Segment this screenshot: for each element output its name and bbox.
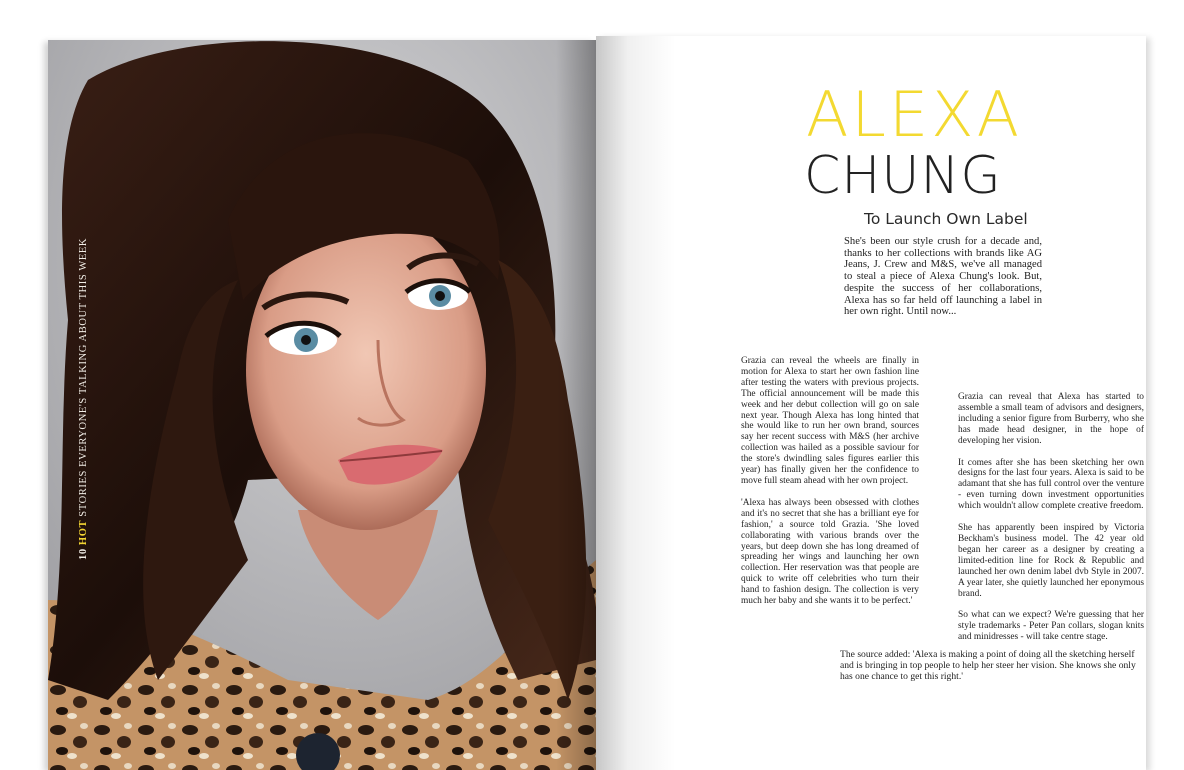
- vertical-caption-text: [78, 238, 89, 560]
- article-closing: The source added: 'Alexa is making a point of doing all the sketching herself and is bringing in top people to help her steer her vision. She knows she only has one chance to get this right.': [840, 649, 1136, 682]
- column2-paragraph: Grazia can reveal that Alexa has started to assemble a small team of advisors and designers, including a senior figure from Burberry, who she has made head designer, in the hope of developing her vision.: [958, 392, 1144, 446]
- caption-number: 10: [78, 548, 89, 560]
- column2-paragraph: She has apparently been inspired by Victoria Beckham's business model. The 42 year old began her career as a designer by creating a limited-edition line for Rock & Republic and launched her own denim label dvb Style in 2007. A year later, she quietly launched her eponymous brand.: [958, 523, 1144, 599]
- caption-rest: STORIES EVERYONE'S TALKING ABOUT THIS WEEK: [78, 237, 89, 517]
- article-column-2: [958, 392, 1144, 654]
- caption-hot: HOT: [78, 519, 89, 546]
- article-intro: She's been our style crush for a decade and, thanks to her collections with brands like AG Jeans, J. Crew and M&S, we've all managed to steal a piece of Alexa Chung's look. But, despite the success of her collaborations, Alexa has so far held off launching a label in her own right. Until now...: [844, 236, 1042, 318]
- right-gutter-shadow: [596, 36, 676, 770]
- headline-first-name: ALEXA: [806, 78, 1023, 151]
- right-page: [596, 36, 1146, 770]
- article-subhead: To Launch Own Label: [864, 210, 1028, 228]
- left-page: [48, 40, 596, 770]
- portrait-illustration: [48, 40, 596, 770]
- column2-paragraph: So what can we expect? We're guessing that her style trademarks - Peter Pan collars, slogan knits and minidresses - will take centre stage.: [958, 610, 1144, 643]
- portrait-photo: [48, 40, 596, 770]
- column2-paragraph: It comes after she has been sketching her own designs for the last four years. Alexa is said to be adamant that she has full control over the venture - even turning down investment opportunities which wouldn't allow complete creative freedom.: [958, 457, 1144, 512]
- article-column-1: [741, 356, 919, 618]
- column1-paragraph: Grazia can reveal the wheels are finally in motion for Alexa to start her own fashion line after testing the waters with previous projects. The official announcement will be made this week and her debut collection will go on sale next year. Though Alexa has long hinted that she would like to run her own brand, sources say her recent success with M&S (her archive collection was hailed as a possible saviour for the store's dwindling sales figures earlier this year) has finally given her the confidence to move full steam ahead with her own project.: [741, 356, 919, 486]
- magazine-spread: [40, 28, 1150, 770]
- column1-paragraph: 'Alexa has always been obsessed with clothes and it's no secret that she has a brilliant eye for fashion,' a source told Grazia. 'She loved collaborating with various brands over the years, but deep down she has long dreamed of spreading her wings and launching her own collection. Her reservation was that people are quick to write off celebrities who turn their hand to fashion design. The collection is very much her baby and she wants it to be perfect.': [741, 497, 919, 607]
- vertical-section-caption: [78, 40, 92, 770]
- headline-last-name: CHUNG: [804, 146, 1002, 206]
